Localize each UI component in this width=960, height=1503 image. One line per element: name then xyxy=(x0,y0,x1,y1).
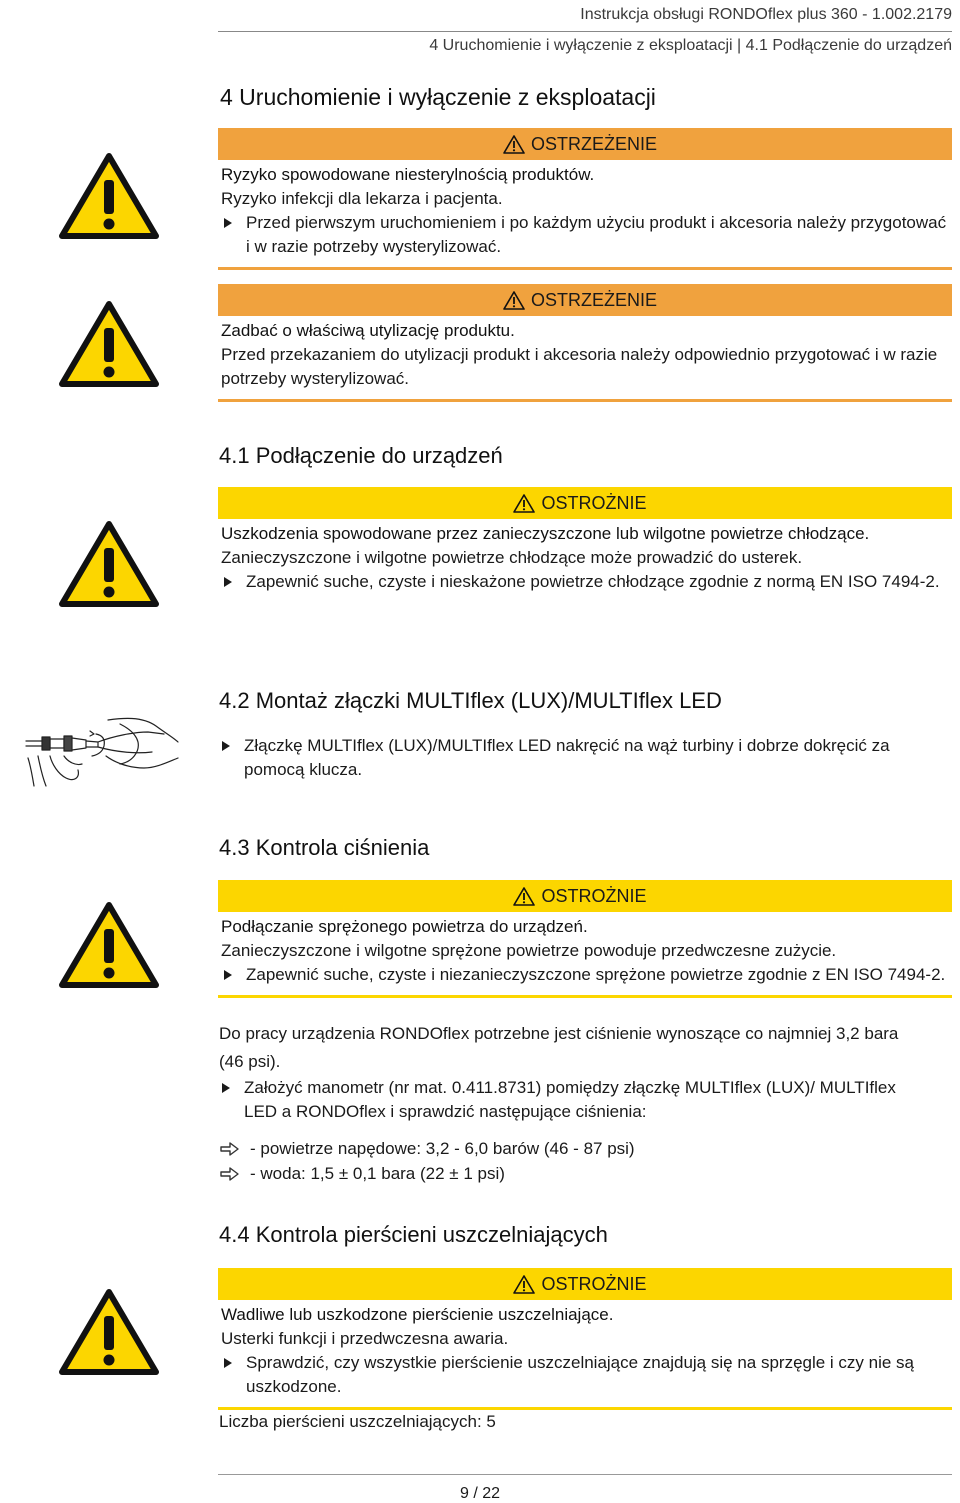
bullet-triangle-icon xyxy=(222,1083,230,1093)
hazard-text: Podłączanie sprężonego powietrza do urządzeń. xyxy=(221,917,588,936)
result-item xyxy=(220,1161,635,1186)
action-bullet xyxy=(221,570,952,594)
bullet-triangle-icon xyxy=(224,970,232,980)
warning-sign-icon xyxy=(513,1274,535,1295)
result-list xyxy=(220,1136,635,1186)
action-text: Sprawdzić, czy wszystkie pierścienie uszczelniające znajdują się na sprzęgle i czy nie są uszkodzone. xyxy=(246,1353,915,1396)
bullet-triangle-icon xyxy=(224,218,232,228)
consequence-text: Przed przekazaniem do utylizacji produkt i akcesoria należy odpowiednio przygotować i w razie potrzeby wysterylizować. xyxy=(221,345,938,388)
consequence-text: Usterki funkcji i przedwczesna awaria. xyxy=(221,1329,509,1348)
step-text: Złączkę MULTIflex (LUX)/MULTIflex LED nakręcić na wąż turbiny i dobrze dokręcić za pomocą klucza. xyxy=(244,736,890,779)
caution-block-cooling-air xyxy=(218,487,952,594)
signal-word: OSTRZEŻENIE xyxy=(530,289,657,310)
action-text: Przed pierwszym uruchomieniem i po każdym użyciu produkt i akcesoria należy przygotować i w razie potrzeby wysterylizować. xyxy=(246,213,947,256)
footer-divider xyxy=(218,1474,952,1475)
action-bullet xyxy=(221,1351,952,1399)
caution-header xyxy=(218,487,952,519)
warning-sign-icon xyxy=(513,886,535,907)
action-bullet xyxy=(219,734,940,782)
breadcrumb: 4 Uruchomienie i wyłączenie z eksploatacji | 4.1 Podłączenie do urządzeń xyxy=(429,37,952,54)
warning-header xyxy=(218,128,952,160)
caution-header xyxy=(218,1268,952,1300)
action-bullet xyxy=(221,211,952,259)
result-item xyxy=(220,1136,635,1161)
signal-word: OSTROŻNIE xyxy=(541,492,647,513)
consequence-text: Zanieczyszczone i wilgotne powietrze chłodzące może prowadzić do usterek. xyxy=(221,548,803,567)
result-arrow-icon xyxy=(220,1141,240,1157)
signal-word: OSTROŻNIE xyxy=(541,1273,647,1294)
warning-divider xyxy=(218,267,952,270)
warning-header xyxy=(218,284,952,316)
warning-block-disposal xyxy=(218,284,952,402)
caution-triangle-icon xyxy=(58,1288,160,1376)
action-text: Zapewnić suche, czyste i nieskażone powietrze chłodzące zgodnie z normą EN ISO 7494-2. xyxy=(246,572,940,591)
seal-count-note: Liczba pierścieni uszczelniających: 5 xyxy=(219,1412,496,1431)
result-text: - woda: 1,5 ± 0,1 bara (22 ± 1 psi) xyxy=(250,1163,505,1183)
signal-word: OSTROŻNIE xyxy=(541,885,647,906)
section-title-4-3: 4.3 Kontrola ciśnienia xyxy=(219,835,430,860)
hazard-text: Uszkodzenia spowodowane przez zanieczyszczone lub wilgotne powietrze chłodzące. xyxy=(221,524,870,543)
caution-block-compressed-air xyxy=(218,880,952,998)
caution-divider xyxy=(218,995,952,998)
hazard-text: Zadbać o właściwą utylizację produktu. xyxy=(221,321,515,340)
hazard-text: Wadliwe lub uszkodzone pierścienie uszczelniające. xyxy=(221,1305,614,1324)
pressure-intro: Do pracy urządzenia RONDOflex potrzebne jest ciśnienie wynoszące co najmniej 3,2 bara (46 psi). xyxy=(219,1024,899,1071)
step-4-2 xyxy=(219,734,940,782)
bullet-triangle-icon xyxy=(222,741,230,751)
section-title-4-2: 4.2 Montaż złączki MULTIflex (LUX)/MULTIflex LED xyxy=(219,688,722,713)
caution-block-seals xyxy=(218,1268,952,1410)
caution-header xyxy=(218,880,952,912)
page-number: 9 / 22 xyxy=(459,1485,501,1502)
warning-sign-icon xyxy=(513,493,535,514)
action-text: Zapewnić suche, czyste i niezanieczyszczone sprężone powietrze zgodnie z EN ISO 7494-2. xyxy=(246,965,946,984)
warning-triangle-icon xyxy=(58,152,160,240)
chapter-title: 4 Uruchomienie i wyłączenie z eksploatacji xyxy=(220,84,656,110)
warning-sign-icon xyxy=(503,290,525,311)
consequence-text: Ryzyko infekcji dla lekarza i pacjenta. xyxy=(221,189,503,208)
warning-block-sterility xyxy=(218,128,952,270)
step-text: Założyć manometr (nr mat. 0.411.8731) pomiędzy złączkę MULTIflex (LUX)/ MULTIflex LED a RONDOflex i sprawdzić następujące ciśnienia: xyxy=(244,1078,896,1121)
document-title: Instrukcja obsługi RONDOflex plus 360 - 1.002.2179 xyxy=(580,6,952,23)
signal-word: OSTRZEŻENIE xyxy=(530,133,657,154)
warning-divider xyxy=(218,399,952,402)
bullet-triangle-icon xyxy=(224,577,232,587)
consequence-text: Zanieczyszczone i wilgotne sprężone powietrze powoduje przedwczesne zużycie. xyxy=(221,941,837,960)
action-bullet xyxy=(221,963,952,987)
caution-triangle-icon xyxy=(58,901,160,989)
coupling-assembly-illustration xyxy=(24,712,180,788)
step-4-3 xyxy=(219,1076,940,1124)
result-text: - powietrze napędowe: 3,2 - 6,0 barów (46 - 87 psi) xyxy=(250,1138,635,1158)
result-arrow-icon xyxy=(220,1166,240,1182)
hazard-text: Ryzyko spowodowane niesterylnością produktów. xyxy=(221,165,595,184)
header-divider xyxy=(218,31,952,32)
warning-triangle-icon xyxy=(58,300,160,388)
section-title-4-1: 4.1 Podłączenie do urządzeń xyxy=(219,443,503,468)
caution-triangle-icon xyxy=(58,520,160,608)
action-bullet xyxy=(219,1076,940,1124)
bullet-triangle-icon xyxy=(224,1358,232,1368)
section-title-4-4: 4.4 Kontrola pierścieni uszczelniających xyxy=(219,1222,608,1247)
warning-sign-icon xyxy=(503,134,525,155)
